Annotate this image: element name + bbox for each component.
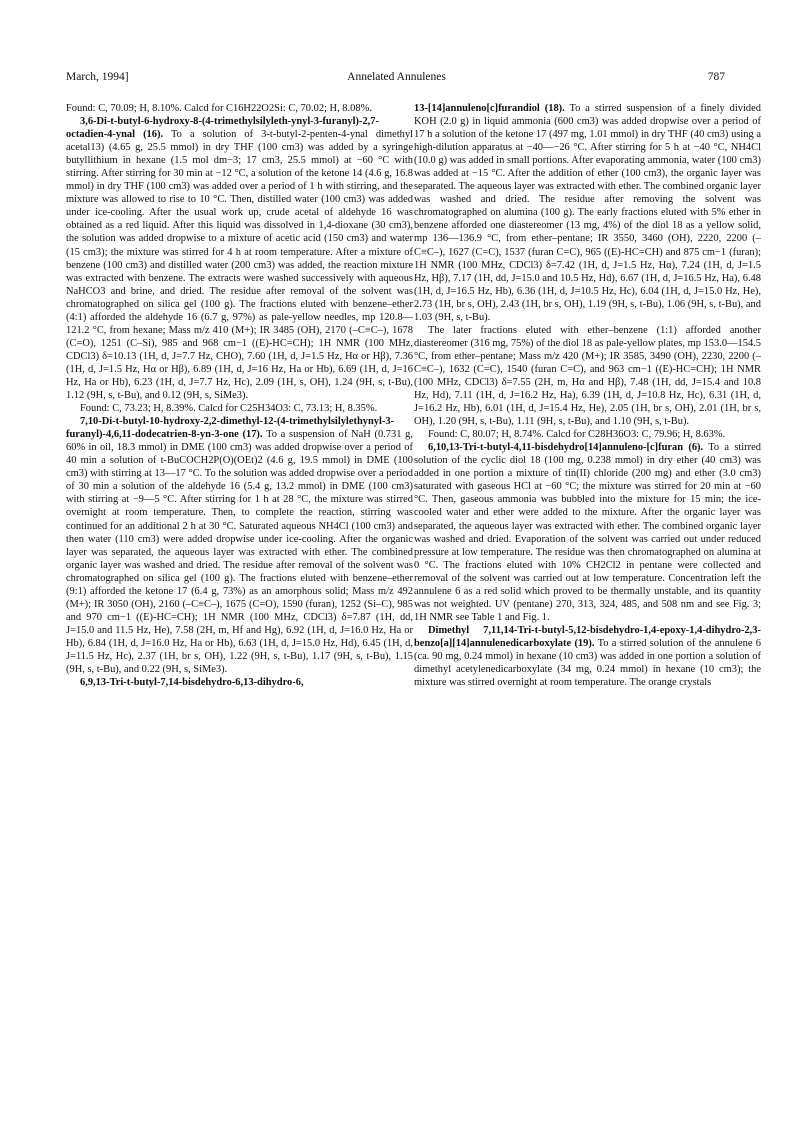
running-header-title: Annelated Annulenes (347, 71, 446, 83)
page-number: 787 (707, 71, 725, 83)
paragraph-heading: 13-[14]annuleno[c]furandiol (18). (414, 103, 565, 114)
left-column (66, 102, 413, 689)
paragraph (66, 402, 413, 415)
paragraph-heading: 6,10,13-Tri-t-butyl-4,11-bisdehydro[14]annuleno-[c]furan (6). (428, 442, 704, 454)
paragraph-text: The later fractions eluted with ether–benzene (1:1) afforded another diastereomer (316 mg, 75%) of the diol 18 as pale-yellow plates, mp 153.0—154.5 °C, from ether–pentane; Mass m/z 420 (M+); IR 3585, 3490 (OH), 2230, 2200 (–C≡C–), 1632 (C=C), 1540 (furan C=C), and 963 cm−1 ((E)-HC=CH); 1H NMR (100 MHz, CDCl3) δ=7.55 (2H, m, Hα and Hβ), 7.48 (1H, dd, J=15.4 and 10.8 Hz, Hd), 7.11 (1H, d, J=16.2 Hz, Ha), 6.39 (1H, d, J=10.8 Hz, Hc), 6.31 (1H, d, J=16.2 Hz, Hb), 6.01 (1H, d, J=15.4 Hz, He), 2.05 (1H, br s, OH), 2.01 (1H, br s, OH), 1.20 (9H, s, t-Bu), 1.11 (9H, s, t-Bu), and 1.10 (9H, s, t-Bu). (414, 324, 761, 428)
running-header-date: March, 1994] (66, 71, 129, 83)
paragraph (414, 428, 761, 441)
paragraph (66, 415, 413, 676)
paragraph-text: To a suspension of NaH (0.731 g, 60% in oil, 18.3 mmol) in DME (100 cm3) was added dropwise over a period of 40 min a solution of t-BuCOCH2P(O)(OEt)2 (4.6 g, 19.5 mmol) in DME (100 cm3) with stirring at 13—17 °C. To the solution was added dropwise over a period of 30 min a solution of the aldehyde 16 (5.4 g, 13.2 mmol) in DME (100 cm3) with stirring at −9—5 °C. After stirring for 1 h at 28 °C, the mixture was stirred overnight at room temperature. Then, to complete the reaction, stirring was continued for an additional 2 h at 30 °C. Saturated aqueous NH4Cl (100 cm3) and then water (110 cm3) were added dropwise under ice-cooling. After the organic layer was separated, the aqueous layer was extracted with ether. The combined organic layer was washed and dried. The residue after removal of the solvent was chromatographed on silica gel (100 g). The fractions eluted with benzene–ether (9:1) afforded the ketone 17 (6.4 g, 73%) as an amorphous solid; Mass m/z 492 (M+); IR 3050 (OH), 2160 (–C≡C–), 1675 (C=O), 1590 (furan), 1252 (Si–C), 985 and 970 cm−1 ((E)-HC=CH); 1H NMR (100 MHz, CDCl3) δ=7.87 (1H, dd, J=15.0 and 11.5 Hz, He), 7.58 (2H, m, Hf and Hg), 6.92 (1H, d, J=16.0 Hz, Ha or Hb), 6.84 (1H, d, J=16.0 Hz, Ha or Hb), 6.63 (1H, d, J=15.0 Hz, Hd), 6.45 (1H, d, J=11.5 Hz, Hc), 2.37 (1H, br s, OH), 1.22 (9H, s, t-Bu), 1.17 (9H, s, t-Bu), 1.15 (9H, s, t-Bu), and 0.22 (9H, s, SiMe3). (66, 429, 414, 676)
paragraph-text: Found: C, 80.07; H, 8.74%. Calcd for C28H36O3: C, 79.96; H, 8.63%. (428, 429, 726, 441)
paragraph-text: To a stirred solution of the annulene 6 (ca. 90 mg, 0.24 mmol) in hexane (10 cm3) was added in one portion a solution of dimethyl acetylenedicarboxylate (34 mg, 0.24 mmol) in hexane (10 cm3); the mixture was stirred overnight at room temperature. The orange crystals (414, 637, 762, 689)
paragraph (414, 624, 761, 689)
paragraph-text: Found: C, 70.09; H, 8.10%. Calcd for C16H22O2Si: C, 70.02; H, 8.08%. (66, 103, 372, 114)
paragraph (414, 324, 761, 428)
paragraph (66, 676, 413, 689)
paragraph (414, 441, 761, 624)
paragraph-text: To a stirred solution of the cyclic diol 18 (100 mg, 0.238 mmol) in dry ether (40 cm3) was added in one portion a mixture of tin(II) chloride (200 mg) and ether (3.0 cm3) saturated with gaseous HCl at −60 °C; the mixture was stirred for 20 min at −60 °C. Then, gaseous ammonia was bubbled into the mixture for 15 min; the ice-cooled water and ether were added to the mixture. After the organic layer was separated, the aqueous layer was extracted with ether. The combined organic layer was washed and dried. Evaporation of the solvent was carried out under reduced pressure at low temperature. The residue was then chromatographed on alumina at 0 °C. The fractions eluted with 10% CH2Cl2 in pentane were collected and removal of the solvent was carried out at low temperature. Concentration left the annulene 6 as a red solid which proved to be thermally unstable, and its quantity was not weighted. UV (pentane) 270, 313, 324, 485, and 508 nm and see Fig. 3; 1H NMR see Table 1 and Fig. 1. (414, 442, 761, 623)
paragraph-heading: 7,10-Di-t-butyl-10-hydroxy-2,2-dimethyl-12-(4-trimethylsilylethynyl-3-furanyl)-4,6,11-dodecatrien-8-yn-3-one (17). (66, 416, 395, 441)
paragraph-heading: 3,6-Di-t-butyl-6-hydroxy-8-(4-trimethylsilyleth-ynyl-3-furanyl)-2,7-octadien-4-ynal (16). (66, 116, 379, 141)
paragraph (66, 115, 413, 402)
right-column (414, 102, 761, 689)
paragraph-text: To a stirred suspension of a finely divided KOH (2.0 g) in liquid ammonia (600 cm3) was added dropwise over a period of 17 h a solution of the ketone 17 (497 mg, 1.01 mmol) in dry THF (40 cm3) using a high-dilution apparatus at −40—−26 °C. After stirring for 5 h at −40 °C, NH4Cl (10.0 g) was added in small portions. After evaporating ammonia, water (100 cm3) was added at −15 °C. After the addition of ether (100 cm3), the organic layer was separated. The aqueous layer was extracted with ether. The combined organic layer was washed and dried. The residue after removing the solvent was chromatographed on alumina (100 g). The early fractions eluted with 5% ether in benzene afforded one diastereomer (13 mg, 4%) of the diol 18 as a yellow solid, mp 136—136.9 °C, from ether–pentane; IR 3550, 3460 (OH), 2220, 2200 (–C≡C–), 1627 (C=C), 1537 (furan C=C), 965 ((E)-HC=CH) and 875 cm−1 (furan); 1H NMR (100 MHz, CDCl3) δ=7.42 (1H, d, J=1.5 Hz, Hα), 7.24 (1H, d, J=1.5 Hz, Hβ), 7.17 (1H, dd, J=15.0 and 10.5 Hz, Hd), 6.67 (1H, d, J=16.5 Hz, Ha), 6.48 (1H, d, J=16.5 Hz, Hb), 6.36 (1H, d, J=10.5 Hz, Hc), 6.04 (1H, d, J=15.0 Hz, He), 2.73 (1H, br s, OH), 2.43 (1H, br s, OH), 1.19 (9H, s, t-Bu), 1.06 (9H, s, t-Bu), and 1.03 (9H, s, t-Bu). (414, 103, 761, 323)
paragraph (66, 102, 413, 115)
paragraph-heading: 6,9,13-Tri-t-butyl-7,14-bisdehydro-6,13-dihydro-6, (80, 677, 304, 689)
paragraph-heading: Dimethyl 7,11,14-Tri-t-butyl-5,12-bisdehydro-1,4-epoxy-1,4-dihydro-2,3-benzo[a][14]annulenedicarboxylate (19). (414, 624, 761, 649)
paragraph (414, 102, 761, 324)
paragraph-text: Found: C, 73.23; H, 8.39%. Calcd for C25H34O3: C, 73.13; H, 8.35%. (80, 403, 378, 415)
paragraph-text: To a solution of 3-t-butyl-2-penten-4-ynal dimethyl acetal13) (4.65 g, 25.5 mmol) in dry THF (100 cm3) was added by a syringe butyllithium in hexane (1.5 mol dm−3; 17 cm3, 25.5 mmol) at −60 °C with stirring. After stirring for 30 min at −12 °C, a solution of the ketone 14 (4.6 g, 16.8 mmol) in dry THF (100 cm3) was added over a period of 1 h with stirring, and the mixture was allowed to rise to 10 °C. Then, distilled water (100 cm3) was added under ice-cooling. After the usual work up, crude acetal of aldehyde 16 was obtained as a red liquid. After this liquid was dissolved in 1,4-dioxane (30 cm3), the solution was added dropwise to a mixture of acetic acid (150 cm3) and water (15 cm3); the mixture was stirred for 4 h at room temperature. After a mixture of benzene (100 cm3) and distilled water (200 cm3) was added, the reaction mixture was extracted with benzene. The extracts were washed successively with aqueous NaHCO3 and brine, and dried. The residue after removal of the solvent was chromatographed on silica gel (100 g). The fractions eluted with benzene–ether (4:1) afforded the aldehyde 16 (6.7 g, 97%) as pale-yellow needles, mp 120.8—121.2 °C, from hexane; Mass m/z 410 (M+); IR 3485 (OH), 2170 (–C≡C–), 1678 (C=O), 1251 (C–Si), 985 and 968 cm−1 ((E)-HC=CH); 1H NMR (100 MHz, CDCl3) δ=10.13 (1H, d, J=7.7 Hz, CHO), 7.60 (1H, d, J=1.5 Hz, Hα or Hβ), 7.36 (1H, d, J=1.5 Hz, Hα or Hβ), 6.89 (1H, d, J=16 Hz, Ha or Hb), 6.69 (1H, d, J=16 Hz, Ha or Hb), 6.23 (1H, d, J=7.7 Hz, Hc), 2.09 (1H, s, OH), 1.24 (9H, s, t-Bu), 1.12 (9H, s, t-Bu), and 0.12 (9H, s, SiMe3). (66, 129, 414, 402)
